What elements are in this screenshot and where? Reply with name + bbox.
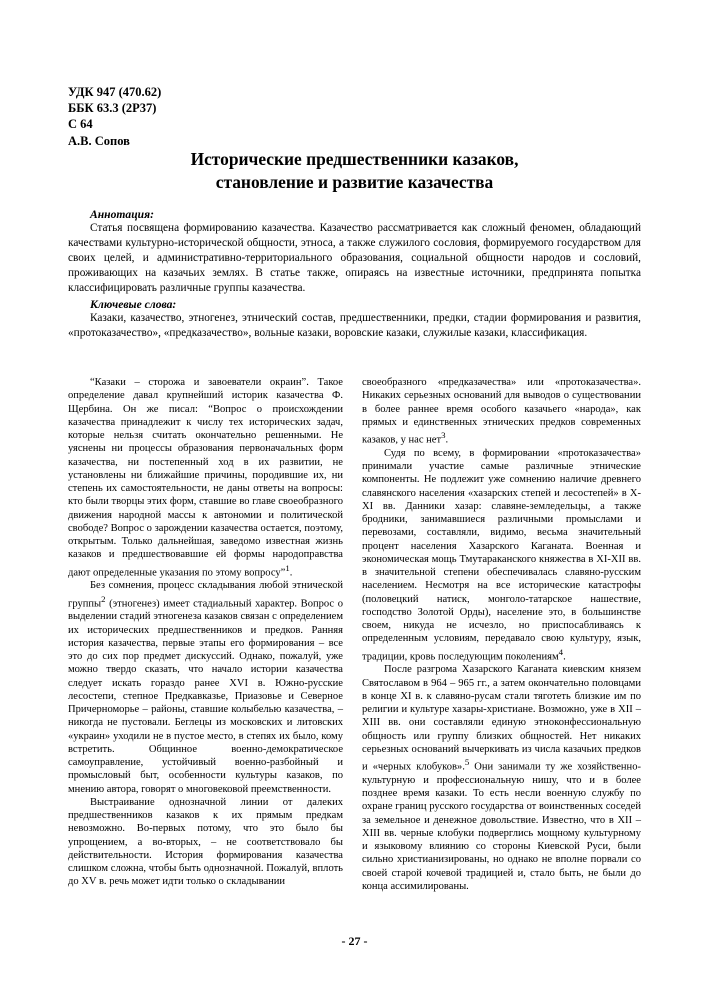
paragraph: Судя по всему, в формировании «протоказачества» принимали участие самые различные этнические компоненты. Не подлежит уже сомнению наличие древнего славянского населения «хазарских степей и лесостепей» в X-XI вв. Данники хазар: славяне-земледельцы, а также бродники, занимавшиеся различными промыслами и перевозами, составляли, видимо, весьма значительный процент населения Хазарского Каганата. Военная и экономическая мощь Тмутараканского княжества в XI-XII вв. в значительной степени обеспечивалась славяно-русским населением. Несмотря на все исторические катастрофы (половецкий натиск, монголо-татарское нашествие, господство Золотой Орды), население это, в большинстве своем, никуда не исчезло, но приспосабливаясь к определенным условиям, передавало свою культуру, язык, традиции, кровь последующим поколениям$^4$. xyxy=(362,447,641,663)
article-title xyxy=(68,148,641,194)
document-meta xyxy=(68,84,161,149)
keywords-label: Ключевые слова: xyxy=(90,298,177,311)
paragraph: “Казаки – сторожа и завоеватели окраин”. Такое определение давал крупнейший историк казачества Ф. Щербина. Он же писал: “Вопрос о происхождении казачества принадлежит к числу тех исторических задач, которые нельзя считать окончательно решенными. Не уяснены ни процессы образования первоначальных форм казачества, ни постепенный ход в их развитии, не установлены ни ближайшие причины, породившие их, ни степень их самостоятельности, не даны ответы на вопросы: кто были творцы этих форм, ставшие во главе своеобразного движения народной массы к автономии и политической свободе? Вопрос о зарождении казачества остается, поэтому, открытым. Только дальнейшая, заведомо известная жизнь казаков и предшествовавшие ей формы народоправства дают определенные указания по этому вопросу”$^1$. xyxy=(68,377,343,579)
abstract-label: Аннотация: xyxy=(90,208,154,221)
footnote-ref: 2 xyxy=(101,593,106,604)
paragraph: Выстраивание однозначной линии от далеких предшественников казаков к их прямым предкам невозможно. Во-первых потому, что это было бы упрощением, а во-вторых, – не соответствовало бы действительности. История формирования казачества слишком сложна, чтобы быть однозначной. Пожалуй, вплоть до XV в. речь может идти только о складывании xyxy=(68,796,343,888)
abstract-text: Статья посвящена формированию казачества. Казачество рассматривается как сложный феномен, обладающий качествами культурно-исторической общности, этноса, а также служилого сословия, формируемого государством для своих целей, и административно-территориального образования, социальной общности народов и сословий, проживающих на казачьих землях. В статье также, опираясь на известные источники, предпринята попытка классифицировать различные группы казачества. xyxy=(68,222,641,294)
author-mark: С 64 xyxy=(68,117,93,132)
body-column-right xyxy=(362,376,641,893)
footnote-ref: 1 xyxy=(285,562,290,573)
keywords-text: Казаки, казачество, этногенез, этнический состав, предшественники, предки, стадии формирования и развития, «протоказачество», «предказачество», вольные казаки, воровские казаки, служилые казаки, классификация. xyxy=(68,312,641,339)
paragraph: Без сомнения, процесс складывания любой этнической группы$^2$ (этногенез) имеет стадиальный характер. Вопрос о выделении стадий этногенеза казаков связан с определением их исторических предшественников и предков. Ранняя история казачества, первые этапы его формирования – все это до сих пор предмет дискуссий. Однако, пожалуй, уже можно твердо сказать, что начало истории казачества следует искать гораздо ранее XVI в. Южно-русские лесостепи, степное Предкавказье, Приазовье и Северное Причерноморье – районы, ставшие колыбелью казачества, – никогда не пустовали. Беглецы из московских и литовских «украин» уходили не в пустое место, в степях их было, кому встретить. Общинное военно-демократическое самоуправление, устойчивый военно-разбойный и промысловый быт, особенности культуры казаков, по мнению автора, говорят о многовековой преемственности. xyxy=(68,580,343,795)
title-line-2: становление и развитие казачества xyxy=(215,172,494,192)
footnote-ref: 4 xyxy=(558,646,564,657)
footnote-ref: 5 xyxy=(464,757,470,768)
udk-code: УДК 947 (470.62) xyxy=(68,85,162,99)
footnote-ref: 3 xyxy=(441,430,446,440)
paragraph: своеобразного «предказачества» или «протоказачества». Никаких серьезных оснований для выводов о существовании в более раннее время особого казачьего «народа», как прямых и единственных этнических предков современных казаков, у нас нет$^3$. xyxy=(362,377,641,446)
body-column-left xyxy=(68,376,343,889)
bbk-code: ББК 63.3 (2Р37) xyxy=(68,101,157,116)
title-line-1: Исторические предшественники казаков, xyxy=(190,149,519,169)
author-name: А.В. Сопов xyxy=(68,133,130,148)
page-number: - 27 - xyxy=(341,934,368,948)
paragraph: После разгрома Хазарского Каганата киевским князем Святославом в 964 – 965 гг., а затем окончательно половцами в конце XI в. к славяно-русам стали тяготеть близкие им по религии и культуре хазары-христиане. Возможно, уже в XII – XIII вв. они составляли единую этноконфессиональную общность или группу близких общностей. Нет никаких серьезных оснований вычеркивать из числа казачьих предков и «черных клобуков».$^5$ Они занимали ту же хозяйственно-культурную и профессиональную нишу, что и в более позднее время казаки. То есть несли военную службу по охране границ русского государства от воинственных соседей за земельное и денежное довольствие. Известно, что в XII – XIII вв. черные клобуки подверглись мощному культурному и языковому влиянию со стороны Киевской Руси, были сильно христианизированы, но однако не вполне порвали со своей старой кочевой традицией и, стало быть, не были до конца ассимилированы. xyxy=(362,664,641,892)
